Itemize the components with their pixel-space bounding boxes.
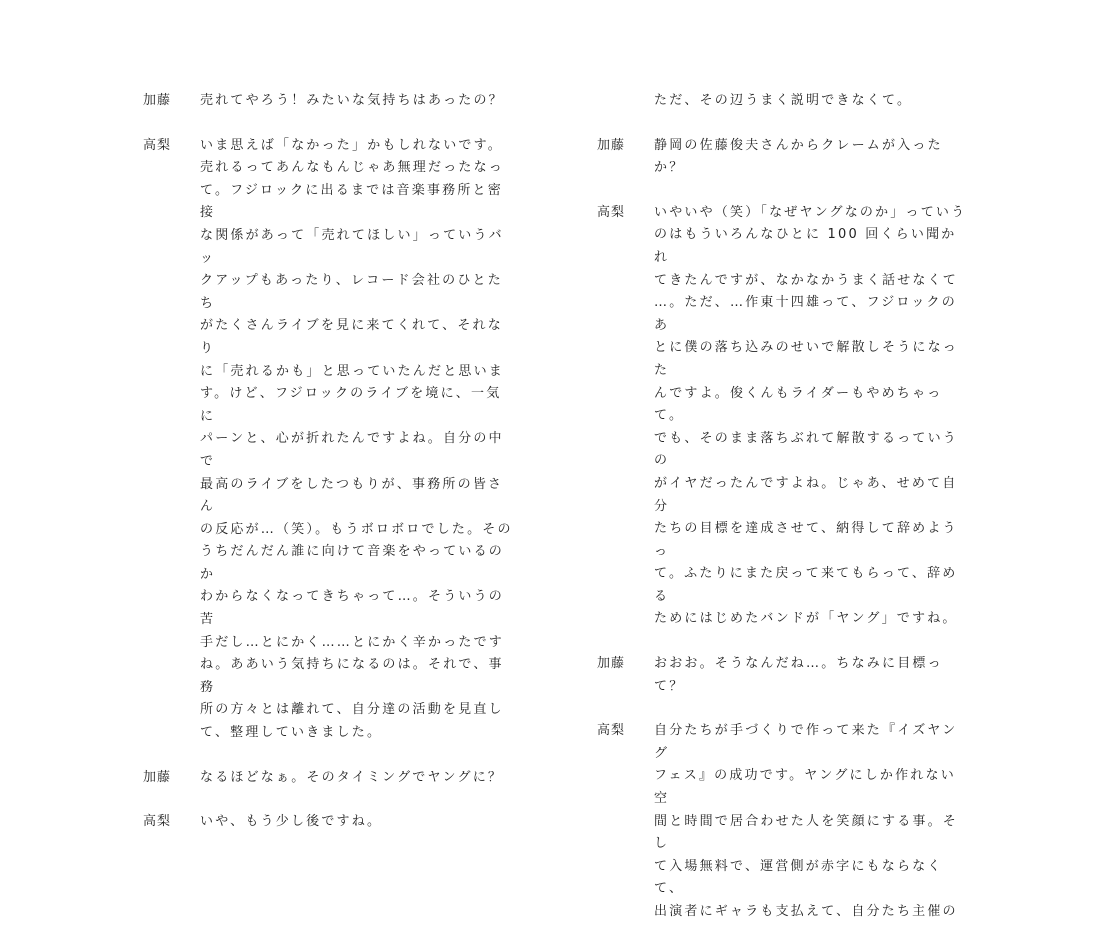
right-column — [597, 90, 967, 946]
speaker-name: 加藤 — [143, 93, 172, 108]
dialogue-text: なるほどなぁ。そのタイミングでヤングに？ — [200, 769, 504, 785]
speaker-name: 高梨 — [597, 723, 626, 739]
dialogue-entry — [597, 90, 967, 113]
speaker-name: 高梨 — [597, 204, 626, 220]
dialogue-entry — [143, 90, 513, 113]
speaker-name: 加藤 — [143, 769, 172, 785]
dialogue-text: ただ、その辺うまく説明できなくて。 — [654, 93, 913, 108]
dialogue-text: おおお。そうなんだね…。ちなみに目標って？ — [654, 656, 943, 694]
dialogue-text: 静岡の佐藤俊夫さんからクレームが入ったか？ — [654, 137, 943, 176]
speaker-name: 高梨 — [143, 137, 172, 153]
speaker-name: 加藤 — [597, 137, 626, 153]
dialogue-text: いま思えば「なかった」かもしれないです。 売れるってあんなもんじゃあ無理だったなっ て。フジロックに出るまでは音楽事務所と密接 な関係があって「売れてほしい」っていうバッ クアップもあったり、レコード会社のひとたち がたくさんライブを見に来てくれて、それなり に「売れるかも」と思っていたんだと思いま す。けど、フジロックのライブを境に、一気に パーンと、心が折れたんですよね。自分の中で 最高のライブをしたつもりが、事務所の皆さん の反応が…（笑）。もうボロボロでした。その うちだんだん誰に向けて音楽をやっているのか わからなくなってきちゃって…。そういうの苦 手だし…とにかく……とにかく辛かったです ね。ああいう気持ちになるのは。それで、事務 所の方々とは離れて、自分達の活動を見直し て、整理していきました。 — [200, 137, 513, 741]
dialogue-entry — [143, 767, 513, 790]
speaker-name: 加藤 — [597, 656, 626, 672]
dialogue-entry — [597, 653, 967, 698]
speaker-name: 高梨 — [143, 814, 172, 830]
dialogue-entry — [143, 811, 513, 834]
dialogue-entry — [597, 135, 967, 180]
dialogue-text: いやいや（笑）「なぜヤングなのか」っていう のはもういろんなひとに 100 回くらい聞かれ てきたんですが、なかなかうまく話せなくて …。ただ、…作東十四雄って、フジロックのあ とに僕の落ち込みのせいで解散しそうになった んですよ。俊くんもライダーもやめちゃって。 でも、そのまま落ちぶれて解散するっていうの がイヤだったんですよね。じゃあ、せめて自分 たちの目標を達成させて、納得して辞めようっ て。ふたりにまた戻って来てもらって、辞める ためにはじめたバンドが「ヤング」ですね。 — [654, 204, 967, 627]
dialogue-text: 自分たちが手づくりで作って来た『イズヤング フェス』の成功です。ヤングにしか作れない空 間と時間で居合わせた人を笑顔にする事。そし て入場無料で、運営側が赤字にもならなくて、 出演者にギャラも支払えて、自分たち主催の — [654, 723, 959, 919]
dialogue-entry — [597, 720, 967, 923]
dialogue-text: いや、もう少し後ですね。 — [200, 814, 383, 830]
dialogue-text: 売れてやろう！みたいな気持ちはあったの？ — [200, 93, 504, 108]
dialogue-entry — [143, 135, 513, 745]
dialogue-entry — [597, 202, 967, 631]
left-column — [143, 90, 513, 856]
